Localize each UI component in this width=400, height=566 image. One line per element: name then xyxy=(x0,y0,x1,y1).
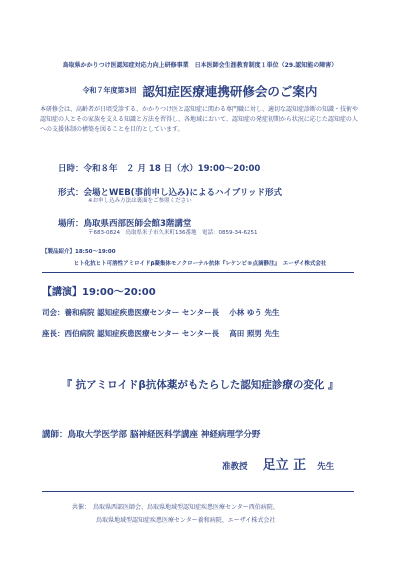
speaker-affiliation: 講師：鳥取大学医学部 脳神経医科学講座 神経病理学分野 xyxy=(42,430,261,440)
page-title xyxy=(0,80,400,100)
title-prefix: 令和７年度第3回 xyxy=(82,86,137,95)
header-program-line: 鳥取県かかりつけ医認知症対応力向上研修事業 日本医師会生涯教育制度１単位（29.認知能の障害） xyxy=(62,62,338,69)
format-note: ※お申し込み方法は裏面をご参照ください xyxy=(88,198,192,204)
cohost-line-2: 鳥取県地域型認知症疾患医療センター養和病院、エーザイ株式会社 xyxy=(96,517,276,524)
venue-label: 場所： xyxy=(58,219,84,229)
format-label: 形式： xyxy=(58,188,84,198)
speaker-suffix: 先生 xyxy=(317,462,335,472)
speaker-name: 足立 正 xyxy=(262,458,307,473)
cohost-line-1: 共催： 鳥取県西部医師会、鳥取県地域型認知症疾患医療センター西伯病院、 xyxy=(72,504,279,511)
speaker-row xyxy=(222,454,334,473)
format-value: 会場とWEB(事前申し込み)によるハイブリッド形式 xyxy=(83,188,283,198)
chair-moderator: 司会：養和病院 認知症疾患医療センター センター長 小林 ゆう 先生 xyxy=(42,308,280,317)
product-label: 【製品紹介】18:50～19:00 xyxy=(42,249,116,255)
chair-facilitator: 座長：西伯病院 認知症疾患医療センター センター長 高田 照男 先生 xyxy=(42,329,280,338)
divider-bottom xyxy=(42,491,354,492)
date-label: 日時： xyxy=(58,164,84,174)
lecture-title: 『 抗アミロイドβ抗体薬がもたらした認知症診療の変化 』 xyxy=(61,379,339,391)
venue-value: 鳥取県西部医師会館3階講堂 xyxy=(83,219,192,229)
venue-address: 〒683-0824 鳥取県米子市久米町136番地 電話：0859-34-6251 xyxy=(88,230,258,236)
lecture-heading: 【講演】19:00～20:00 xyxy=(42,287,156,298)
date-value: 令和８年 ２ 月 18 日（水）19:00～20:00 xyxy=(83,164,261,174)
divider-top xyxy=(42,272,354,273)
intro-paragraph: 本研修会は、高齢者が日頃受診する、かかりつけ医と認知症に関わる専門職に対し、適切な認知症診断の知識・技術や認知症の人とその家族を支える知識と方法を習得し、各地域において、認知症の発症初期から状況に応じた認知症の人への支援体制の構築を図ることを目的としています。 xyxy=(40,106,359,133)
title-main: 認知症医療連携研修会のご案内 xyxy=(142,83,318,99)
product-text: ヒト化抗ヒト可溶性アミロイドβ凝集体モノクローナル抗体『レケンビ®点滴静注』 エーザイ株式会社 xyxy=(73,261,327,267)
speaker-position: 准教授 xyxy=(222,462,248,472)
date-row xyxy=(58,156,260,175)
